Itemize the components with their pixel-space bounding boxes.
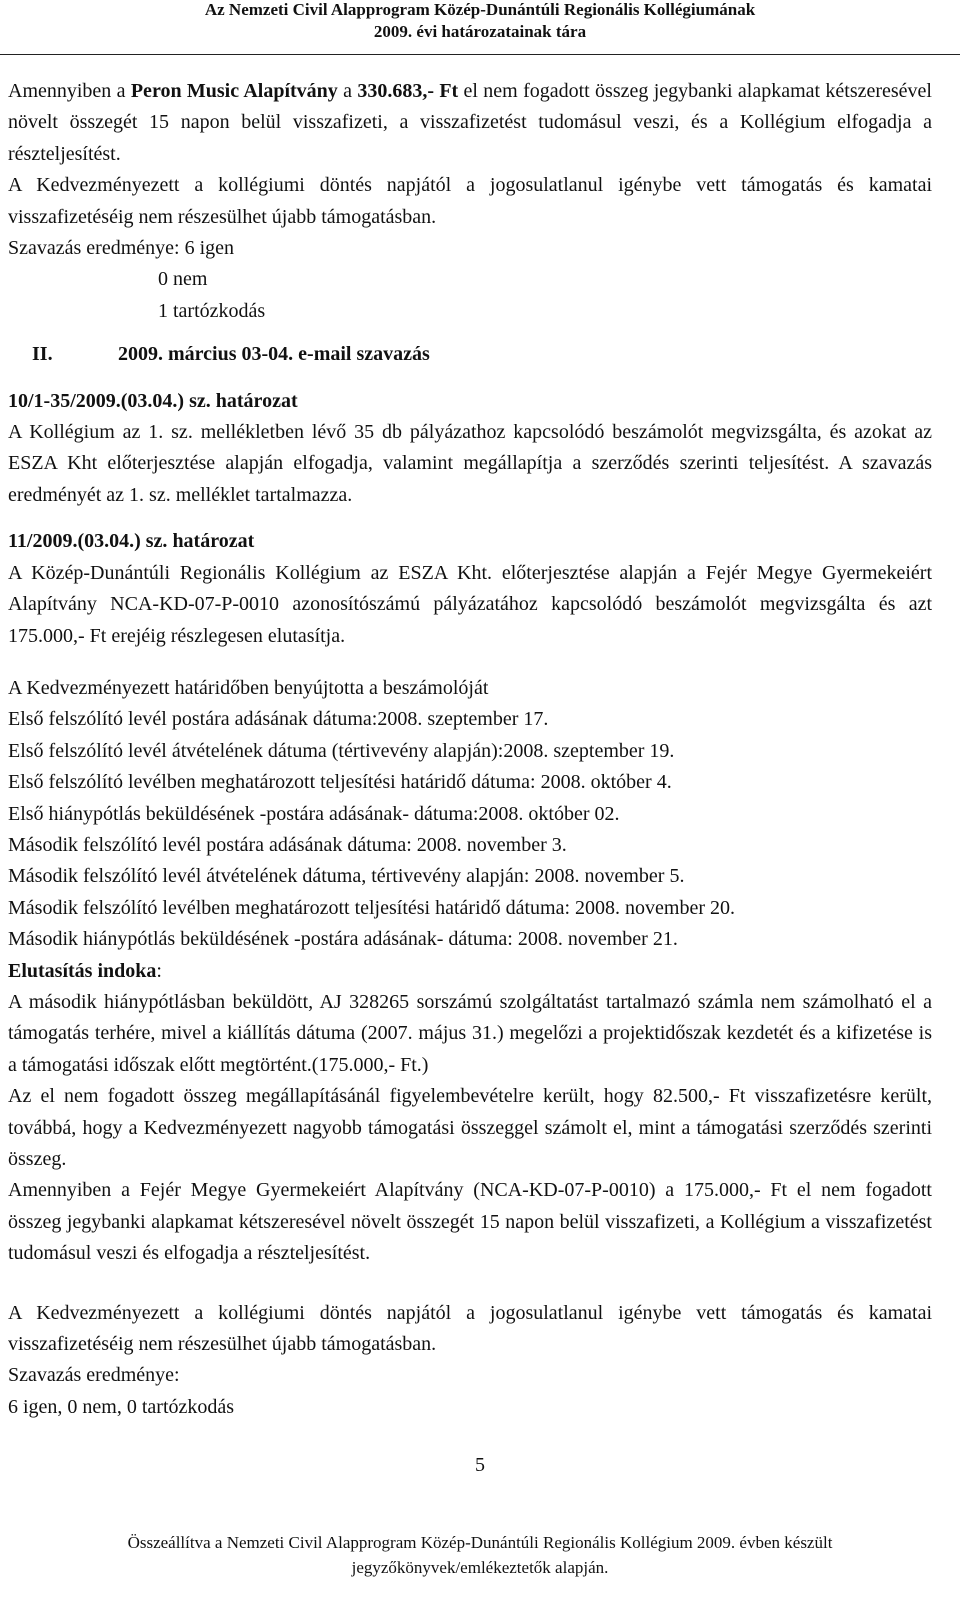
rejection-calculation: Az el nem fogadott összeg megállapításánál figyelembevételre került, hogy 82.500,- Ft visszafizetésre került, továbbá, hogy a Kedvezményezett nagyobb támogatási összeggel számolt el, mint a támogatási szerződés szerinti összeg. xyxy=(8,1085,932,1170)
page-number: 5 xyxy=(475,1454,485,1476)
paragraph-beneficiary-restriction-2: A Kedvezményezett a kollégiumi döntés napjától a jogosulatlanul igénybe vett támogatás és kamatai visszafizetéséig nem részesülhet újabb támogatásban. xyxy=(8,1301,932,1356)
resolution-text: A Kollégium az 1. sz. mellékletben lévő 35 db pályázathoz kapcsolódó beszámolót megvizsgálta, és azokat az ESZA Kht előterjesztése alapján elfogadja, valamint megállapítja a szerződés szerinti teljesítést. A szavazás eredményét az 1. sz. melléklet tartalmazza. xyxy=(8,421,932,506)
vote-result-line-3: 1 tartózkodás xyxy=(158,299,266,322)
timeline-item: Második felszólító levél átvételének dátuma, tértivevény alapján: 2008. november 5. xyxy=(8,865,685,888)
resolution-title xyxy=(8,386,932,417)
spacer xyxy=(8,511,932,526)
timeline-item: Második felszólító levélben meghatározott teljesítési határidő dátuma: 2008. november 20. xyxy=(8,896,736,919)
paragraph-beneficiary-restriction: A Kedvezményezett a kollégiumi döntés napjától a jogosulatlanul igénybe vett támogatás és kamatai visszafizetéséig nem részesülhet újabb támogatásban. xyxy=(8,174,932,228)
resolution-word: határozat xyxy=(167,530,255,553)
timeline-item: Második hiánypótlás beküldésének -postára adásának- dátuma: 2008. november 21. xyxy=(8,928,678,951)
rejection-reason: A második hiánypótlásban beküldött, AJ 328265 sorszámú szolgáltatást tartalmazó számla nem számolható el a támogatás terhére, mivel a kiállítás dátuma (2007. május 31.) megelőzi a projektidőszak kezdetét és a kifizetése is a támogatási időszak előtt megtörtént.(175.000,- Ft.) xyxy=(8,990,932,1076)
spacer xyxy=(8,652,932,673)
text-segment: Amennyiben a xyxy=(8,80,131,102)
timeline-item: Első felszólító levélben meghatározott teljesítési határidő dátuma: 2008. október 4. xyxy=(8,771,672,794)
footer-line-1: Összeállítva a Nemzeti Civil Alapprogram Közép-Dunántúli Regionális Kollégium 2009. évben készült xyxy=(127,1533,833,1552)
foundation-name: Peron Music Alapítvány xyxy=(130,80,338,102)
resolution-word: határozat xyxy=(210,389,298,412)
vote-result-values: 6 igen, 0 nem, 0 tartózkodás xyxy=(8,1395,235,1418)
vote-result-line-1: Szavazás eredménye: 6 igen xyxy=(8,237,235,260)
page-footer xyxy=(0,1530,960,1580)
timeline-item: Második felszólító levél postára adásának dátuma: 2008. november 3. xyxy=(8,833,567,856)
rejection-repayment: Amennyiben a Fejér Megye Gyermekeiért Alapítvány (NCA-KD-07-P-0010) a 175.000,- Ft el nem fogadott összeg jegybanki alapkamat kétszeresével növelt összegét 15 napon belül visszafizeti, a Kollégium a visszafizetést tudomásul veszi és elfogadja a részteljesítést. xyxy=(8,1179,932,1265)
resolution-number: 10/1-35/2009.(03.04.) sz. xyxy=(8,389,211,412)
timeline-item: Első felszólító levél átvételének dátuma (tértivevény alapján):2008. szeptember 19. xyxy=(8,739,675,762)
timeline-item: A Kedvezményezett határidőben benyújtotta a beszámolóját xyxy=(8,676,489,699)
timeline-item: Első hiánypótlás beküldésének -postára adásának- dátuma:2008. október 02. xyxy=(8,802,620,825)
page-content xyxy=(8,76,932,1423)
spacer xyxy=(8,371,932,386)
amount: 330.683,- Ft xyxy=(357,80,459,102)
text-segment: a xyxy=(337,80,358,102)
rejection-label: Elutasítás indoka xyxy=(8,959,157,982)
resolution-text: A Közép-Dunántúli Regionális Kollégium az ESZA Kht. előterjesztése alapján a Fejér Megye Gyermekeiért Alapítvány NCA-KD-07-P-0010 azonosítószámú pályázatához kapcsolódó beszámolót megvizsgálta és azt 175.000,- Ft erejéig részlegesen elutasítja. xyxy=(8,561,932,647)
paragraph-peron-music xyxy=(8,76,932,170)
section-heading xyxy=(8,339,932,370)
text-segment: el nem fogadott összeg jegybanki alapkamat kétszeresével növelt összegét 15 napon belül visszafizeti, a visszafizetést tudomásul veszi, és a Kollégium elfogadja a részteljesítést. xyxy=(8,80,932,165)
header-line-1: Az Nemzeti Civil Alapprogram Közép-Dunántúli Regionális Kollégiumának xyxy=(204,0,756,19)
timeline-item: Első felszólító levél postára adásának dátuma:2008. szeptember 17. xyxy=(8,708,549,731)
resolution-number: 11/2009.(03.04.) sz. xyxy=(8,530,168,553)
section-title: 2009. március 03-04. e-mail szavazás xyxy=(118,343,430,366)
resolution-title xyxy=(8,526,932,557)
section-number: II. xyxy=(32,343,53,366)
rejection-colon: : xyxy=(156,959,162,982)
footer-line-2: jegyzőkönyvek/emlékeztetők alapján. xyxy=(351,1558,609,1577)
vote-result-label: Szavazás eredménye: xyxy=(8,1364,180,1387)
header-divider xyxy=(0,54,960,55)
vote-result-line-2: 0 nem xyxy=(158,268,208,291)
header-line-2: 2009. évi határozatainak tára xyxy=(373,22,587,41)
spacer xyxy=(8,1270,932,1298)
rejection-heading xyxy=(8,956,932,987)
